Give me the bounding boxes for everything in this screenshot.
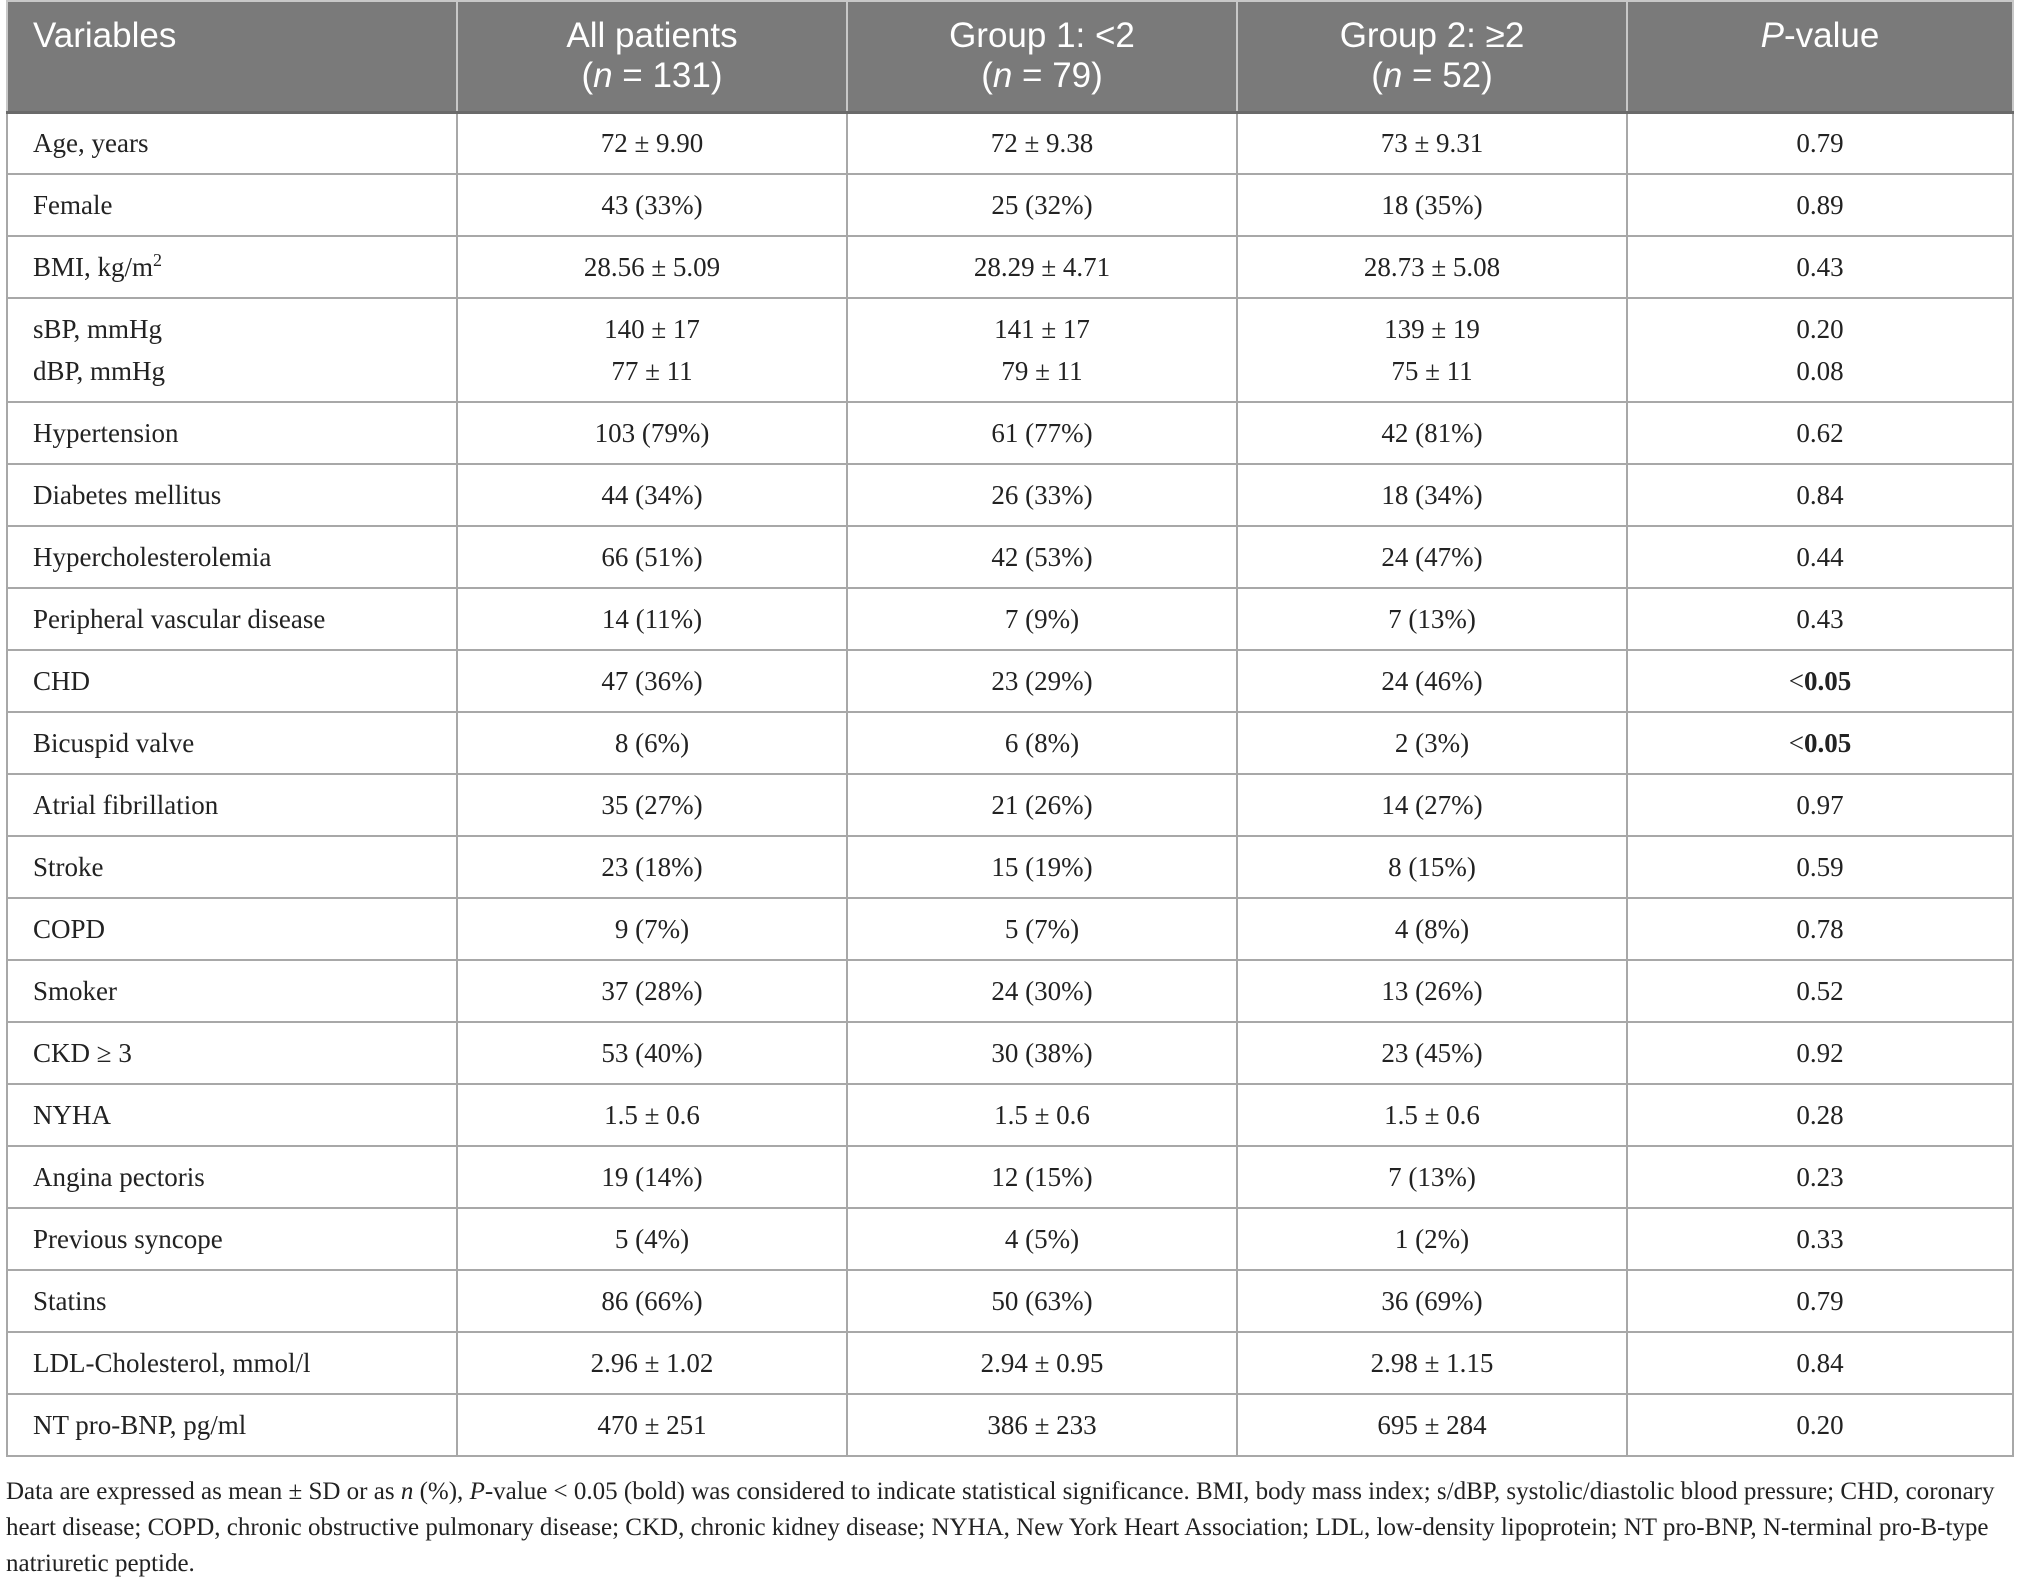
- row-label: Peripheral vascular disease: [7, 588, 457, 650]
- header-group-2-label: Group 2: ≥2: [1339, 16, 1525, 55]
- row-label: LDL-Cholesterol, mmol/l: [7, 1332, 457, 1394]
- row-label: Bicuspid valve: [7, 712, 457, 774]
- row-label: Stroke: [7, 836, 457, 898]
- row-label: Hypertension: [7, 402, 457, 464]
- cell-p-value: 0.79: [1627, 112, 2013, 174]
- cell-group-1: 25 (32%): [847, 174, 1237, 236]
- cell-group-2: 13 (26%): [1237, 960, 1627, 1022]
- table-row: [7, 1208, 2013, 1270]
- table-row: [7, 236, 2013, 298]
- table-row: [7, 650, 2013, 712]
- cell-group-1: 1.5 ± 0.6: [847, 1084, 1237, 1146]
- row-label: BMI, kg/m: [33, 252, 154, 282]
- header-open-paren: (: [981, 56, 993, 95]
- row-label: NYHA: [7, 1084, 457, 1146]
- cell-group-2: 7 (13%): [1237, 1146, 1627, 1208]
- cell-group-2-value: 139 ± 19: [1384, 314, 1480, 344]
- cell-p-value: 0.28: [1627, 1084, 2013, 1146]
- cell-group-1: 72 ± 9.38: [847, 112, 1237, 174]
- cell-p-value: 0.97: [1627, 774, 2013, 836]
- cell-group-2: 1 (2%): [1237, 1208, 1627, 1270]
- table-row: [7, 174, 2013, 236]
- footnote-p-italic: P: [469, 1478, 485, 1505]
- cell-all: 23 (18%): [457, 836, 847, 898]
- cell-group-1: 4 (5%): [847, 1208, 1237, 1270]
- cell-all: 5 (4%): [457, 1208, 847, 1270]
- cell-p-value: [1627, 298, 2013, 402]
- cell-group-2: 18 (34%): [1237, 464, 1627, 526]
- footnote-part-2: (%),: [413, 1478, 470, 1505]
- cell-all: 1.5 ± 0.6: [457, 1084, 847, 1146]
- header-open-paren: (: [1371, 56, 1383, 95]
- row-label: sBP, mmHg: [33, 314, 163, 344]
- cell-group-2: 18 (35%): [1237, 174, 1627, 236]
- header-n-italic: n: [593, 56, 613, 95]
- header-group-1-label: Group 1: <2: [949, 16, 1135, 55]
- table-row: [7, 1084, 2013, 1146]
- cell-p-value: 0.43: [1627, 236, 2013, 298]
- cell-p-value: 0.20: [1627, 1394, 2013, 1456]
- row-label: Hypercholesterolemia: [7, 526, 457, 588]
- header-all-patients-label: All patients: [566, 16, 738, 55]
- header-all-patients: [457, 1, 847, 112]
- cell-group-1: 42 (53%): [847, 526, 1237, 588]
- cell-group-2: 2.98 ± 1.15: [1237, 1332, 1627, 1394]
- cell-group-2: 4 (8%): [1237, 898, 1627, 960]
- cell-group-2: 24 (46%): [1237, 650, 1627, 712]
- cell-group-2: 7 (13%): [1237, 588, 1627, 650]
- cell-group-1: 50 (63%): [847, 1270, 1237, 1332]
- cell-group-1: 7 (9%): [847, 588, 1237, 650]
- cell-p-value: 0.23: [1627, 1146, 2013, 1208]
- header-all-n: = 131): [612, 56, 723, 95]
- row-label: NT pro-BNP, pg/ml: [7, 1394, 457, 1456]
- row-label-superscript: 2: [153, 250, 163, 270]
- cell-group-1: 23 (29%): [847, 650, 1237, 712]
- p-value-significant: 0.05: [1803, 666, 1852, 696]
- cell-group-2: 8 (15%): [1237, 836, 1627, 898]
- cell-p-value: 0.43: [1627, 588, 2013, 650]
- cell-group-1: 26 (33%): [847, 464, 1237, 526]
- table-row: [7, 712, 2013, 774]
- cell-p-value: 0.84: [1627, 1332, 2013, 1394]
- row-label-cell: [7, 236, 457, 298]
- header-group-2: [1237, 1, 1627, 112]
- cell-group-1-value-secondary: 79 ± 11: [1001, 356, 1083, 386]
- header-group-1: [847, 1, 1237, 112]
- header-n-italic: n: [1382, 56, 1403, 95]
- cell-all: [457, 298, 847, 402]
- table-row: [7, 1270, 2013, 1332]
- cell-all-value-secondary: 77 ± 11: [611, 356, 693, 386]
- cell-group-1: 30 (38%): [847, 1022, 1237, 1084]
- row-label: Previous syncope: [7, 1208, 457, 1270]
- table-row: [7, 1394, 2013, 1456]
- cell-group-1: 6 (8%): [847, 712, 1237, 774]
- cell-all: 66 (51%): [457, 526, 847, 588]
- cell-all: 86 (66%): [457, 1270, 847, 1332]
- cell-all: 2.96 ± 1.02: [457, 1332, 847, 1394]
- cell-p-value: 0.78: [1627, 898, 2013, 960]
- table-row: [7, 112, 2013, 174]
- cell-all: 14 (11%): [457, 588, 847, 650]
- row-label: Diabetes mellitus: [7, 464, 457, 526]
- header-variables: [7, 1, 457, 112]
- row-label-secondary: dBP, mmHg: [33, 356, 166, 386]
- cell-group-2: 42 (81%): [1237, 402, 1627, 464]
- footnote-n-italic: n: [400, 1478, 414, 1505]
- cell-group-2: 73 ± 9.31: [1237, 112, 1627, 174]
- cell-group-2: 36 (69%): [1237, 1270, 1627, 1332]
- cell-p-value: [1627, 650, 2013, 712]
- row-label: Atrial fibrillation: [7, 774, 457, 836]
- cell-group-2: 695 ± 284: [1237, 1394, 1627, 1456]
- table-row: [7, 898, 2013, 960]
- table-row: [7, 1332, 2013, 1394]
- row-label: Angina pectoris: [7, 1146, 457, 1208]
- cell-group-1: 5 (7%): [847, 898, 1237, 960]
- header-p-rest: -value: [1784, 16, 1880, 55]
- cell-group-2: 14 (27%): [1237, 774, 1627, 836]
- row-label: Female: [7, 174, 457, 236]
- cell-group-2: 2 (3%): [1237, 712, 1627, 774]
- cell-all-value: 140 ± 17: [604, 314, 700, 344]
- row-label: CHD: [7, 650, 457, 712]
- cell-p-value: [1627, 712, 2013, 774]
- cell-p-value: 0.33: [1627, 1208, 2013, 1270]
- cell-p-value: 0.79: [1627, 1270, 2013, 1332]
- table-footnote: [6, 1474, 2012, 1582]
- cell-all: 103 (79%): [457, 402, 847, 464]
- cell-group-2: [1237, 298, 1627, 402]
- p-less-than: <: [1788, 728, 1804, 758]
- cell-group-1: 24 (30%): [847, 960, 1237, 1022]
- cell-group-1: 61 (77%): [847, 402, 1237, 464]
- cell-group-1: [847, 298, 1237, 402]
- row-label: COPD: [7, 898, 457, 960]
- table-row: [7, 526, 2013, 588]
- table-row: [7, 774, 2013, 836]
- cell-all: 53 (40%): [457, 1022, 847, 1084]
- cell-group-2: 28.73 ± 5.08: [1237, 236, 1627, 298]
- cell-group-2: 23 (45%): [1237, 1022, 1627, 1084]
- cell-p-value: 0.59: [1627, 836, 2013, 898]
- footnote-part-3: -value < 0.05 (bold) was considered to indicate statistical significance. BMI, body mass index; s/dBP, systolic/diastolic blood pressure; CHD, coronary heart disease; COPD, chronic obstructive pulmonary disease; CKD, chronic kidney disease; NYHA, New York Heart Association; LDL, low-density lipoprotein; NT pro-BNP, N-terminal pro-B-type natriuretic peptide.: [6, 1478, 1995, 1577]
- cell-group-2-value-secondary: 75 ± 11: [1391, 356, 1473, 386]
- table-header-row: [7, 1, 2013, 112]
- cell-all: 19 (14%): [457, 1146, 847, 1208]
- cell-p-value: 0.52: [1627, 960, 2013, 1022]
- row-label: Statins: [7, 1270, 457, 1332]
- cell-group-2: 24 (47%): [1237, 526, 1627, 588]
- cell-all: 28.56 ± 5.09: [457, 236, 847, 298]
- table-container: [6, 0, 2012, 1457]
- cell-group-1: 2.94 ± 0.95: [847, 1332, 1237, 1394]
- cell-p-value-primary: 0.20: [1796, 314, 1844, 344]
- header-group-2-n: = 52): [1402, 56, 1493, 95]
- cell-group-2: 1.5 ± 0.6: [1237, 1084, 1627, 1146]
- p-value-significant: 0.05: [1803, 728, 1852, 758]
- cell-all: 72 ± 9.90: [457, 112, 847, 174]
- header-p-value: [1627, 1, 2013, 112]
- cell-all: 8 (6%): [457, 712, 847, 774]
- row-label: CKD ≥ 3: [7, 1022, 457, 1084]
- row-label: Age, years: [7, 112, 457, 174]
- row-label: Smoker: [7, 960, 457, 1022]
- header-open-paren: (: [581, 56, 594, 95]
- table-row: [7, 836, 2013, 898]
- header-n-italic: n: [992, 56, 1013, 95]
- header-group-1-n: = 79): [1012, 56, 1103, 95]
- table-row: [7, 588, 2013, 650]
- cell-group-1: 21 (26%): [847, 774, 1237, 836]
- cell-p-value: 0.89: [1627, 174, 2013, 236]
- baseline-characteristics-table: [6, 0, 2014, 1457]
- cell-group-1: 28.29 ± 4.71: [847, 236, 1237, 298]
- table-row: [7, 960, 2013, 1022]
- cell-group-1-value: 141 ± 17: [994, 314, 1090, 344]
- cell-all: 470 ± 251: [457, 1394, 847, 1456]
- cell-all: 43 (33%): [457, 174, 847, 236]
- cell-all: 47 (36%): [457, 650, 847, 712]
- cell-group-1: 15 (19%): [847, 836, 1237, 898]
- table-row: [7, 1022, 2013, 1084]
- cell-all: 37 (28%): [457, 960, 847, 1022]
- header-p-italic: P: [1760, 16, 1785, 55]
- cell-all: 9 (7%): [457, 898, 847, 960]
- table-row: [7, 298, 2013, 402]
- cell-p-value: 0.62: [1627, 402, 2013, 464]
- cell-p-value: 0.92: [1627, 1022, 2013, 1084]
- cell-all: 35 (27%): [457, 774, 847, 836]
- row-label-cell: [7, 298, 457, 402]
- p-less-than: <: [1788, 666, 1804, 696]
- table-row: [7, 402, 2013, 464]
- table-row: [7, 1146, 2013, 1208]
- cell-group-1: 12 (15%): [847, 1146, 1237, 1208]
- table-row: [7, 464, 2013, 526]
- cell-p-value: 0.44: [1627, 526, 2013, 588]
- cell-all: 44 (34%): [457, 464, 847, 526]
- cell-group-1: 386 ± 233: [847, 1394, 1237, 1456]
- footnote-part-1: Data are expressed as mean ± SD or as: [6, 1478, 401, 1505]
- cell-p-value: 0.84: [1627, 464, 2013, 526]
- header-variables-text: Variables: [33, 16, 177, 55]
- cell-p-value-secondary: 0.08: [1796, 356, 1844, 386]
